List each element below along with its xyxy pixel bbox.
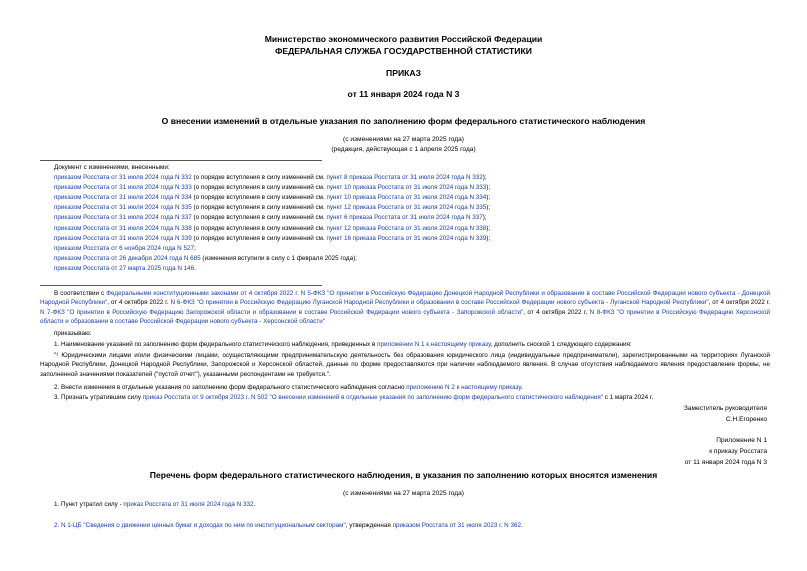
change-item bbox=[54, 204, 490, 212]
change-effect-link[interactable]: пункт 10 приказа Росстата от 31 июля 2024 года N 334 bbox=[326, 194, 487, 202]
change-item bbox=[54, 194, 490, 202]
order-362-link[interactable]: приказом Росстата от 31 июля 2023 г. N 362 bbox=[392, 522, 521, 529]
change-note: (о порядке вступления в силу изменений см. bbox=[191, 214, 327, 222]
change-order-link[interactable]: приказом Росстата от 31 июля 2024 года N 337 bbox=[54, 214, 192, 222]
change-item bbox=[54, 235, 490, 243]
law-link-5fkz[interactable]: Федеральными конституционными законами от 4 октября 2022 г. N 5-ФКЗ "О принятии в Российскую Федерацию Донецкой Народной Республики и образовании в составе Российской Федерации нового субъекта - Донецкой Народной Республики" bbox=[40, 290, 770, 307]
appendix-item-1-link[interactable]: приказ Росстата от 31 июля 2024 года N 332 bbox=[123, 501, 254, 508]
change-end: ); bbox=[482, 214, 487, 222]
change-effect-link[interactable]: пункт 8 приказа Росстата от 31 июля 2024 года N 332 bbox=[326, 174, 483, 181]
preamble-text: , от 4 октября 2022 г. bbox=[708, 299, 770, 307]
law-link-8fkz[interactable]: N 8-ФКЗ "О принятии в Российскую Федерацию Херсонской области и образовании в составе Российской Федерации нового субъекта - Херсонской области" bbox=[40, 308, 770, 325]
change-note: (о порядке вступления в силу изменений см. bbox=[191, 194, 327, 202]
change-note: (изменения вступили в силу с 1 февраля 2025 года); bbox=[200, 254, 357, 262]
separator-line bbox=[40, 160, 322, 161]
appendix-item-1-end: . bbox=[253, 501, 256, 508]
doc-type: ПРИКАЗ bbox=[386, 68, 421, 78]
change-effect-link[interactable]: пункт 12 приказа Росстата от 31 июля 2024 года N 335 bbox=[326, 204, 487, 212]
change-end: ); bbox=[486, 204, 491, 212]
change-order-link[interactable]: приказом Росстата от 31 июля 2024 года N 339 bbox=[54, 234, 192, 242]
change-end: ); bbox=[486, 194, 491, 202]
service-name: ФЕДЕРАЛЬНАЯ СЛУЖБА ГОСУДАРСТВЕННОЙ СТАТИСТИКИ bbox=[275, 46, 532, 56]
change-note: (о порядке вступления в силу изменений см. bbox=[191, 184, 327, 192]
change-order-link[interactable]: приказом Росстата от 31 июля 2024 года N 335 bbox=[54, 204, 192, 212]
change-order-link[interactable]: приказом Росстата от 31 июля 2024 года N 334 bbox=[54, 194, 192, 202]
change-order-link[interactable]: приказом Росстата от 6 ноября 2024 года N 527 bbox=[54, 244, 194, 252]
item-3-text-end: с 1 марта 2024 г. bbox=[603, 394, 654, 401]
appendix-item-1-text: 1. Пункт утратил силу - bbox=[54, 501, 124, 508]
appendix-item-2-end: . bbox=[520, 522, 523, 529]
change-order-link[interactable]: приказом Росстата от 31 июля 2024 года N 338 bbox=[54, 224, 192, 232]
appendix-to-order: к приказу Росстата bbox=[709, 448, 767, 455]
change-end: ); bbox=[482, 174, 487, 181]
change-item bbox=[54, 245, 196, 253]
form-1cb-link[interactable]: 2. N 1-ЦБ "Сведения о движении ценных бумаг и доходах по ним по институциональным секторам" bbox=[54, 522, 346, 529]
appendix-amend-note: (с изменениями на 27 марта 2025 года) bbox=[343, 490, 464, 497]
change-end: ); bbox=[486, 184, 491, 192]
change-end: ); bbox=[486, 234, 491, 242]
change-note: ; bbox=[193, 244, 196, 252]
change-order-link[interactable]: приказом Росстата от 26 декабря 2024 года N 685 bbox=[54, 254, 201, 262]
signer-title: Заместитель руководителя bbox=[683, 405, 767, 412]
separator-line-2 bbox=[40, 285, 322, 286]
item-3-text: 3. Признать утратившим силу bbox=[54, 394, 143, 401]
appendix-2-link[interactable]: приложению N 2 к настоящему приказу bbox=[406, 384, 521, 391]
appendix-item-1 bbox=[54, 501, 255, 509]
item-1 bbox=[54, 341, 632, 349]
change-effect-link[interactable]: пункт 12 приказа Росстата от 31 июля 2024 года N 338 bbox=[326, 224, 487, 232]
change-item bbox=[54, 174, 487, 182]
item-2 bbox=[54, 384, 523, 392]
change-effect-link[interactable]: пункт 16 приказа Росстата от 31 июля 2024 года N 339 bbox=[326, 234, 487, 242]
change-item bbox=[54, 225, 490, 233]
change-order-link[interactable]: приказом Росстата от 31 июля 2024 года N 333 bbox=[54, 184, 192, 192]
item-2-text-end: . bbox=[520, 384, 523, 391]
footnote-text: "¹ Юридическими лицами и/или физическими лицами, осуществляющими предпринимательскую деятельность без образования юридического лица (индивидуальные предприниматели), зарегистрированными на территориях Луганской Народной Республики, Донецкой Народной Республики, Запорожской и Херсонской областей, данные по форме предоставляются при наличии наблюдаемого явления. В случае отсутствия наблюдаемого явления предоставление формы, не заполненной значениями показателей ("пустой отчет"), указанными респондентами не требуется.". bbox=[40, 352, 770, 378]
orders-word: приказываю: bbox=[54, 330, 92, 337]
appendix-date: от 11 января 2024 года N 3 bbox=[684, 459, 767, 466]
ministry-name: Министерство экономического развития Российской Федерации bbox=[264, 34, 543, 44]
change-order-link[interactable]: приказом Росстата от 27 марта 2025 года N 146 bbox=[54, 264, 195, 272]
changes-intro: Документ с изменениями, внесенными: bbox=[54, 164, 170, 171]
item-2-text: 2. Внести изменения в отдельные указания по заполнению форм федерального статистического наблюдения согласно bbox=[54, 384, 407, 391]
change-note: (о порядке вступления в силу изменений см. bbox=[191, 204, 327, 212]
doc-title: О внесении изменений в отдельные указания по заполнению форм федерального статистического наблюдения bbox=[161, 116, 646, 126]
preamble-paragraph bbox=[40, 289, 770, 326]
preamble-text: , от 4 октября 2022 г. bbox=[523, 308, 590, 316]
change-effect-link[interactable]: пункт 10 приказа Росстата от 31 июля 2024 года N 333 bbox=[326, 184, 487, 192]
change-effect-link[interactable]: пункт 6 приказа Росстата от 31 июля 2024 года N 337 bbox=[326, 214, 483, 222]
change-note: (о порядке вступления в силу изменений см. bbox=[191, 174, 327, 181]
doc-date-number: от 11 января 2024 года N 3 bbox=[347, 89, 460, 99]
appendix-label: Приложение N 1 bbox=[716, 437, 767, 444]
amend-note: (с изменениями на 27 марта 2025 года) bbox=[343, 136, 464, 143]
change-note: . bbox=[194, 264, 196, 272]
edition-note: (редакция, действующая с 1 апреля 2025 года) bbox=[331, 146, 476, 153]
preamble-text: В соответствии с bbox=[54, 290, 107, 297]
law-link-7fkz[interactable]: N 7-ФКЗ "О принятии в Российскую Федерацию Запорожской области и образовании в составе Российской Федерации нового субъекта - Запорожской области" bbox=[40, 308, 524, 316]
change-item bbox=[54, 265, 196, 273]
signer-name: С.Н.Егоренко bbox=[725, 416, 767, 423]
item-3 bbox=[54, 394, 653, 402]
change-note: (о порядке вступления в силу изменений см. bbox=[191, 224, 327, 232]
preamble-text: , от 4 октября 2022 г. bbox=[107, 299, 171, 307]
change-end: ); bbox=[486, 224, 491, 232]
change-order-link[interactable]: приказом Росстата от 31 июля 2024 года N 332 bbox=[54, 174, 192, 181]
change-note: (о порядке вступления в силу изменений см. bbox=[191, 234, 327, 242]
repealed-order-link[interactable]: приказ Росстата от 9 октября 2023 г. N 502 "О внесении изменений в отдельные указания по заполнению форм федерального статистического наблюдения" bbox=[142, 394, 604, 401]
appendix-item-2 bbox=[54, 522, 523, 530]
appendix-1-link[interactable]: приложении N 1 к настоящему приказу bbox=[377, 341, 491, 348]
appendix-title: Перечень форм федерального статистического наблюдения, в указания по заполнению которых вносятся изменения bbox=[149, 470, 658, 480]
change-item bbox=[54, 214, 487, 222]
change-item bbox=[54, 255, 357, 263]
law-link-6fkz[interactable]: N 6-ФКЗ "О принятии в Российскую Федерацию Луганской Народной Республики и образовании в составе Российской Федерации нового субъекта - Луганской Народной Республики" bbox=[170, 299, 709, 307]
change-item bbox=[54, 184, 490, 192]
item-1-text: 1. Наименование указаний по заполнению форм федерального статистического наблюдения, приведенных в bbox=[54, 341, 378, 348]
appendix-item-2-text: , утвержденная bbox=[345, 522, 393, 529]
item-1-text-end: , дополнить сноской 1 следующего содержания: bbox=[490, 341, 632, 348]
